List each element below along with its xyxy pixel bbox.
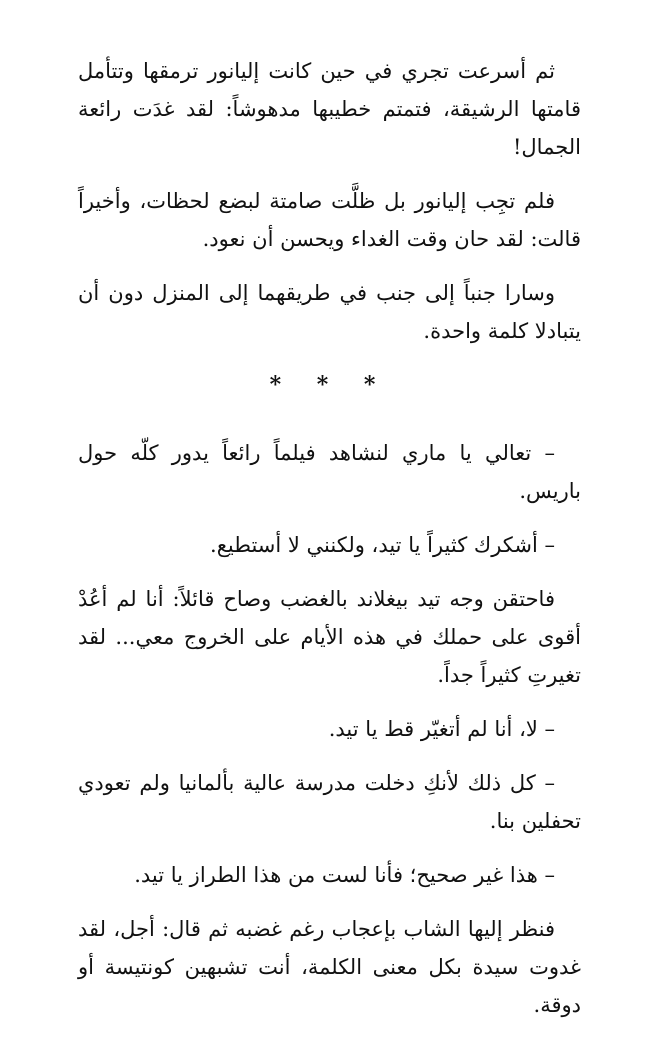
dialogue-line: – هذا غير صحيح؛ فأنا لست من هذا الطراز يا تيد. — [134, 863, 555, 887]
paragraph: ثم أسرعت تجري في حين كانت إليانور ترمقها وتتأمل قامتها الرشيقة، فتمتم خطيبها مدهوشاً: لقد غدَت رائعة الجمال! — [78, 59, 581, 159]
dialogue-line: – لا، أنا لم أتغيّر قط يا تيد. — [328, 717, 555, 741]
book-page — [78, 52, 581, 1040]
paragraph: فاحتقن وجه تيد بيغلاند بالغضب وصاح قائلاً: أنا لم أعُدْ أقوى على حملك في هذه الأيام على الخروج معي... لقد تغيرتِ كثيراً جداً. — [78, 587, 581, 687]
section-separator: * * * — [269, 372, 390, 398]
dialogue-line: – أشكرك كثيراً يا تيد، ولكنني لا أستطيع. — [210, 533, 555, 557]
paragraph: فلم تجِب إليانور بل ظلَّت صامتة لبضع لحظات، وأخيراً قالت: لقد حان وقت الغداء ويحسن أن نعود. — [78, 189, 581, 251]
paragraph: وسارا جنباً إلى جنب في طريقهما إلى المنزل دون أن يتبادلا كلمة واحدة. — [78, 281, 581, 343]
dialogue-line: – تعالي يا ماري لنشاهد فيلماً رائعاً يدور كلّه حول باريس. — [78, 441, 581, 503]
dialogue-line: – كل ذلك لأنكِ دخلت مدرسة عالية بألمانيا ولم تعودي تحفلين بنا. — [78, 771, 581, 833]
paragraph: فنظر إليها الشاب بإعجاب رغم غضبه ثم قال: أجل، لقد غدوت سيدة بكل معنى الكلمة، أنت تشبهين كونتيسة أو دوقة. — [78, 917, 581, 1017]
